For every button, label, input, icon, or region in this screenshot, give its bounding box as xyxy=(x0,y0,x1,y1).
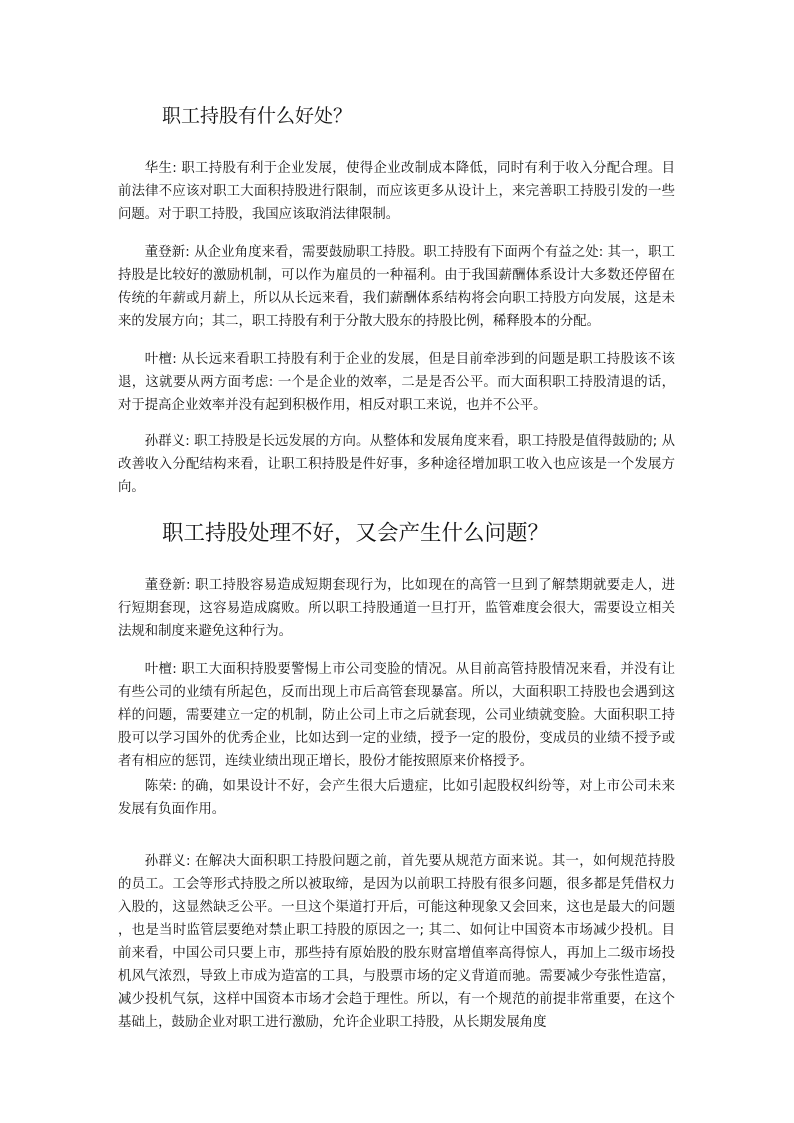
paragraph-dongdengxin: 董登新: 从企业角度来看，需要鼓励职工持股。职工持股有下面两个有益之处: 其一，职工持股是比较好的激励机制，可以作为雇员的一种福利。由于我国薪酬体系设计大多数还停留在传统的年薪或月薪上，所以从长远来看，我们薪酬体系结构将会向职工持股方向发展，这是未来的发展方向；其二，职工持股有利于分散大股东的持股比例，稀释股本的分配。 xyxy=(118,245,675,329)
paragraph-yetan: 叶檀: 从长远来看职工持股有利于企业的发展，但是目前牵涉到的问题是职工持股该不该退，这就要从两方面考虑: 一个是企业的效率，二是是否公平。而大面积职工持股清退的话，对于提高企业效率并没有起到积极作用，相反对职工来说，也并不公平。 xyxy=(118,352,675,413)
section-2-heading: 职工持股处理不好，又会产生什么问题？ xyxy=(162,521,550,546)
paragraph-huasheng: 华生: 职工持股有利于企业发展，使得企业改制成本降低，同时有利于收入分配合理。目前法律不应该对职工大面积持股进行限制，而应该更多从设计上，来完善职工持股引发的一些问题。对于职工持股，我国应该取消法律限制。 xyxy=(118,161,675,222)
section-1-heading: 职工持股有什么好处？ xyxy=(162,105,353,127)
paragraph-dongdengxin-2: 董登新: 职工持股容易造成短期套现行为，比如现在的高管一旦到了解禁期就要走人，进行短期套现，这容易造成腐败。所以职工持股通道一旦打开，监管难度会很大，需要设立相关法规和制度来避免这种行为。 xyxy=(118,578,675,639)
paragraph-yetan-2: 叶檀: 职工大面积持股要警惕上市公司变脸的情况。从目前高管持股情况来看，并没有让有些公司的业绩有所起色，反而出现上市后高管套现暴富。所以，大面积职工持股也会遇到这样的问题，需要建立一定的机制，防止公司上市之后就套现，公司业绩就变脸。大面积职工持股可以学习国外的优秀企业，比如达到一定的业绩，授予一定的股份，变成员的业绩不授予或者有相应的惩罚，连续业绩出现正增长，股份才能按照原来价格授予。 xyxy=(118,662,675,769)
paragraph-sunqunyi-2: 孙群义: 在解决大面积职工持股问题之前，首先要从规范方面来说。其一，如何规范持股的员工。工会等形式持股之所以被取缔，是因为以前职工持股有很多问题，很多都是凭借权力入股的，这显然缺乏公平。一旦这个渠道打开后，可能这种现象又会回来，这也是最大的问题，也是当时监管层要绝对禁止职工持股的原因之一; 其二、如何让中国资本市场减少投机。目前来看，中国公司只要上市，那些持有原始股的股东财富增值率高得惊人，再加上二级市场投机风气浓烈，导致上市成为造富的工具，与股票市场的定义背道而驰。需要减少夸张性造富，减少投机气氛，这样中国资本市场才会趋于理性。所以，有一个规范的前提非常重要，在这个基础上，鼓励企业对职工进行激励，允许企业职工持股，从长期发展角度 xyxy=(118,854,675,1030)
paragraph-chenrong: 陈荣: 的确，如果设计不好，会产生很大后遗症，比如引起股权纠纷等，对上市公司未来发展有负面作用。 xyxy=(118,779,675,817)
paragraph-sunqunyi: 孙群义: 职工持股是长远发展的方向。从整体和发展角度来看，职工持股是值得鼓励的; 从改善收入分配结构来看，让职工积持股是件好事，多种途径增加职工收入也应该是一个发展方向。 xyxy=(118,434,675,495)
